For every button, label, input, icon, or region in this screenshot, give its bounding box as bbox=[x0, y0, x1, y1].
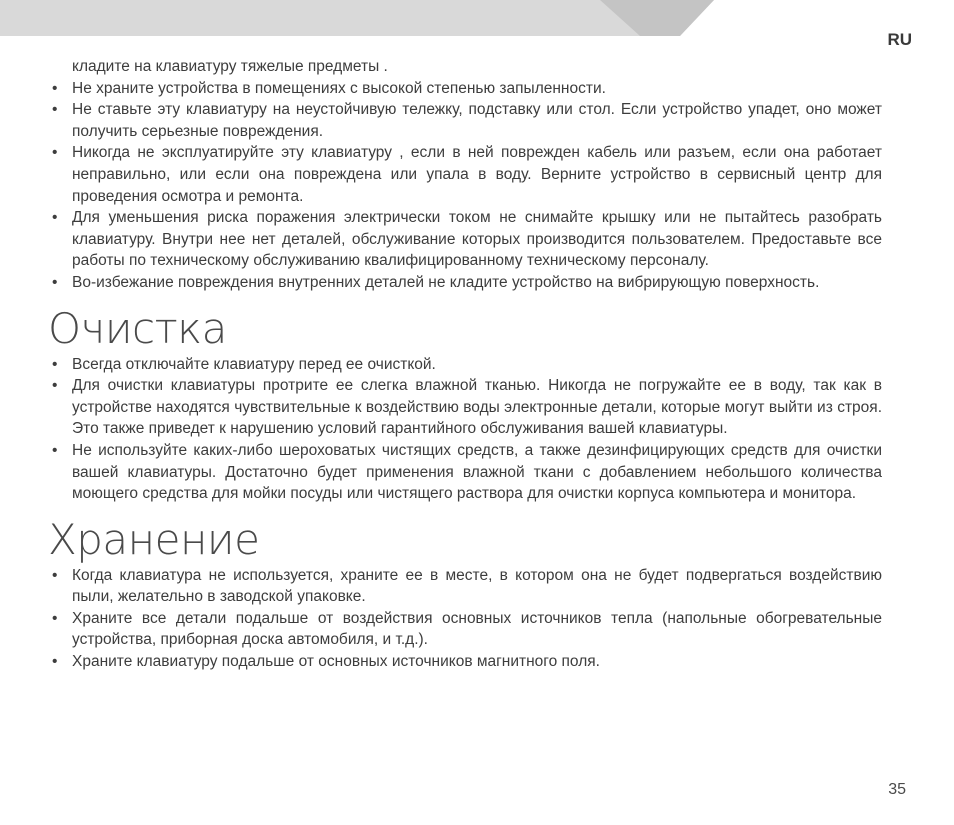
list-item: • Храните клавиатуру подальше от основных источников магнитного поля. bbox=[48, 651, 882, 673]
intro-list bbox=[48, 56, 882, 294]
list-item: • Храните все детали подальше от воздействия основных источников тепла (напольные обогревательные устройства, приборная доска автомобиля, и т.д.). bbox=[48, 608, 882, 651]
list-item: • Когда клавиатура не используется, храните ее в месте, в котором она не будет подвергаться воздействию пыли, желательно в заводской упаковке. bbox=[48, 565, 882, 608]
list-item: • Во-избежание повреждения внутренних деталей не кладите устройство на вибрирующую поверхность. bbox=[48, 272, 882, 294]
header-decoration-bar bbox=[0, 0, 954, 36]
list-item: • Не используйте каких-либо шероховатых чистящих средств, а также дезинфицирующих средств для очистки вашей клавиатуры. Достаточно будет применения влажной ткани с добавлением небольшого количества моющего средства для мойки посуды или чистящего раствора для очистки корпуса компьютера и монитора. bbox=[48, 440, 882, 505]
language-label: RU bbox=[887, 30, 912, 49]
list-item: кладите на клавиатуру тяжелые предметы . bbox=[72, 58, 388, 75]
list-item: • Никогда не эксплуатируйте эту клавиатуру , если в ней поврежден кабель или разъем, если она работает неправильно, или если она повреждена или упала в воду. Верните устройство в сервисный центр для проведения осмотра и ремонта. bbox=[48, 142, 882, 207]
cleaning-list bbox=[48, 354, 882, 505]
section-title-storage: Хранение bbox=[48, 514, 260, 564]
list-item: • Для уменьшения риска поражения электрически током не снимайте крышку или не пытайтесь разобрать клавиатуру. Внутри нее нет деталей, обслуживание которых производится пользователем. Предоставьте все работы по техническому обслуживанию квалифицированному техническому персоналу. bbox=[48, 207, 882, 272]
storage-list bbox=[48, 565, 882, 673]
list-item: • Не храните устройства в помещениях с высокой степенью запыленности. bbox=[48, 78, 882, 100]
list-item: • Всегда отключайте клавиатуру перед ее очисткой. bbox=[48, 354, 882, 376]
section-title-cleaning: Очистка bbox=[48, 303, 227, 353]
list-item: • Не ставьте эту клавиатуру на неустойчивую тележку, подставку или стол. Если устройство упадет, оно может получить серьезные повреждения. bbox=[48, 99, 882, 142]
page-number: 35 bbox=[888, 781, 906, 798]
list-item: • Для очистки клавиатуры протрите ее слегка влажной тканью. Никогда не погружайте ее в воду, так как в устройстве находятся чувствительные к воздействию воды электронные детали, которые могут выйти из строя. Это также приведет к нарушению условий гарантийного обслуживания вашей клавиатуры. bbox=[48, 375, 882, 440]
page-content bbox=[48, 56, 882, 673]
